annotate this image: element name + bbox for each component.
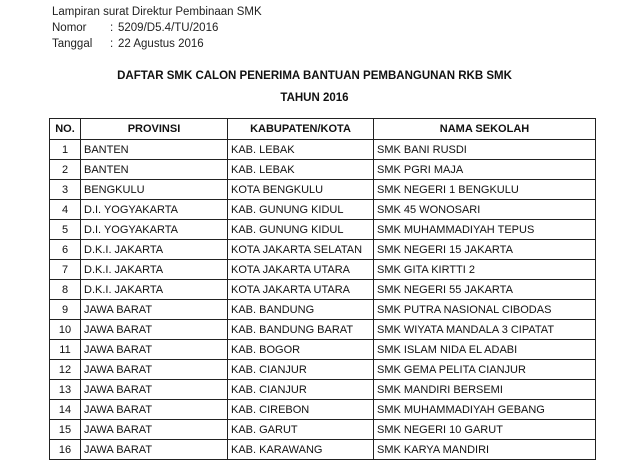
tanggal-line [52,36,262,52]
cell-nama-sekolah: SMK NEGERI 55 JAKARTA [374,280,596,300]
cell-nama-sekolah: SMK NEGERI 1 BENGKULU [374,180,596,200]
table-row [50,340,596,360]
cell-kabupaten-kota: KOTA JAKARTA UTARA [228,280,374,300]
cell-provinsi: D.K.I. JAKARTA [81,260,228,280]
header-nama-sekolah: NAMA SEKOLAH [374,119,596,140]
cell-provinsi: JAWA BARAT [81,420,228,440]
cell-kabupaten-kota: KAB. CIREBON [228,400,374,420]
cell-no: 9 [50,300,81,320]
cell-provinsi: JAWA BARAT [81,380,228,400]
cell-kabupaten-kota: KAB. GARUT [228,420,374,440]
cell-provinsi: JAWA BARAT [81,440,228,460]
cell-nama-sekolah: SMK MANDIRI BERSEMI [374,380,596,400]
tanggal-separator: : [110,38,114,50]
table-row [50,380,596,400]
cell-nama-sekolah: SMK BANI RUSDI [374,140,596,160]
table-row [50,240,596,260]
cell-provinsi: BANTEN [81,160,228,180]
cell-no: 2 [50,160,81,180]
header-kabupaten-kota: KABUPATEN/KOTA [228,119,374,140]
cell-nama-sekolah: SMK NEGERI 15 JAKARTA [374,240,596,260]
tanggal-value: 22 Agustus 2016 [118,38,204,50]
table-row [50,300,596,320]
cell-no: 6 [50,240,81,260]
cell-no: 8 [50,280,81,300]
cell-kabupaten-kota: KAB. LEBAK [228,160,374,180]
cell-provinsi: JAWA BARAT [81,300,228,320]
nomor-value: 5209/D5.4/TU/2016 [118,22,219,34]
cell-no: 16 [50,440,81,460]
cell-provinsi: BANTEN [81,140,228,160]
table-row [50,260,596,280]
cell-nama-sekolah: SMK MUHAMMADIYAH GEBANG [374,400,596,420]
cell-nama-sekolah: SMK PGRI MAJA [374,160,596,180]
document-title: DAFTAR SMK CALON PENERIMA BANTUAN PEMBANGUNAN RKB SMK [117,70,512,82]
cell-no: 14 [50,400,81,420]
cell-nama-sekolah: SMK NEGERI 10 GARUT [374,420,596,440]
cell-kabupaten-kota: KAB. BOGOR [228,340,374,360]
cell-nama-sekolah: SMK WIYATA MANDALA 3 CIPATAT [374,320,596,340]
cell-kabupaten-kota: KAB. CIANJUR [228,360,374,380]
cell-kabupaten-kota: KAB. GUNUNG KIDUL [228,200,374,220]
nomor-separator: : [110,22,114,34]
cell-kabupaten-kota: KAB. CIANJUR [228,380,374,400]
cell-nama-sekolah: SMK GITA KIRTTI 2 [374,260,596,280]
cell-provinsi: D.I. YOGYAKARTA [81,220,228,240]
cell-no: 12 [50,360,81,380]
cell-nama-sekolah: SMK GEMA PELITA CIANJUR [374,360,596,380]
cell-kabupaten-kota: KAB. BANDUNG BARAT [228,320,374,340]
table-row [50,320,596,340]
cell-no: 13 [50,380,81,400]
table-row [50,420,596,440]
cell-kabupaten-kota: KAB. LEBAK [228,140,374,160]
school-list-table [49,118,596,460]
table-row [50,180,596,200]
cell-provinsi: D.K.I. JAKARTA [81,240,228,260]
cell-nama-sekolah: SMK MUHAMMADIYAH TEPUS [374,220,596,240]
cell-kabupaten-kota: KOTA JAKARTA SELATAN [228,240,374,260]
cell-kabupaten-kota: KAB. GUNUNG KIDUL [228,220,374,240]
cell-nama-sekolah: SMK KARYA MANDIRI [374,440,596,460]
nomor-label: Nomor [52,22,87,34]
letterhead [52,4,262,52]
lampiran-line: Lampiran surat Direktur Pembinaan SMK [52,6,262,18]
cell-no: 7 [50,260,81,280]
cell-kabupaten-kota: KAB. KARAWANG [228,440,374,460]
cell-provinsi: JAWA BARAT [81,360,228,380]
table-row [50,360,596,380]
cell-no: 10 [50,320,81,340]
header-no: NO. [50,119,81,140]
cell-provinsi: D.I. YOGYAKARTA [81,200,228,220]
cell-nama-sekolah: SMK PUTRA NASIONAL CIBODAS [374,300,596,320]
table-row [50,140,596,160]
header-provinsi: PROVINSI [81,119,228,140]
cell-no: 15 [50,420,81,440]
cell-provinsi: JAWA BARAT [81,340,228,360]
cell-no: 5 [50,220,81,240]
cell-no: 11 [50,340,81,360]
cell-kabupaten-kota: KAB. BANDUNG [228,300,374,320]
cell-provinsi: BENGKULU [81,180,228,200]
cell-no: 1 [50,140,81,160]
nomor-line [52,20,262,36]
cell-no: 4 [50,200,81,220]
cell-provinsi: JAWA BARAT [81,320,228,340]
table-row [50,280,596,300]
table-row [50,400,596,420]
table-row [50,220,596,240]
cell-provinsi: D.K.I. JAKARTA [81,280,228,300]
cell-kabupaten-kota: KOTA JAKARTA UTARA [228,260,374,280]
cell-nama-sekolah: SMK ISLAM NIDA EL ADABI [374,340,596,360]
table-header-row [50,119,596,140]
cell-kabupaten-kota: KOTA BENGKULU [228,180,374,200]
tanggal-label: Tanggal [52,38,93,50]
table-row [50,160,596,180]
cell-no: 3 [50,180,81,200]
cell-nama-sekolah: SMK 45 WONOSARI [374,200,596,220]
document-subtitle-year: TAHUN 2016 [280,92,349,104]
table-row [50,440,596,460]
cell-provinsi: JAWA BARAT [81,400,228,420]
table-row [50,200,596,220]
